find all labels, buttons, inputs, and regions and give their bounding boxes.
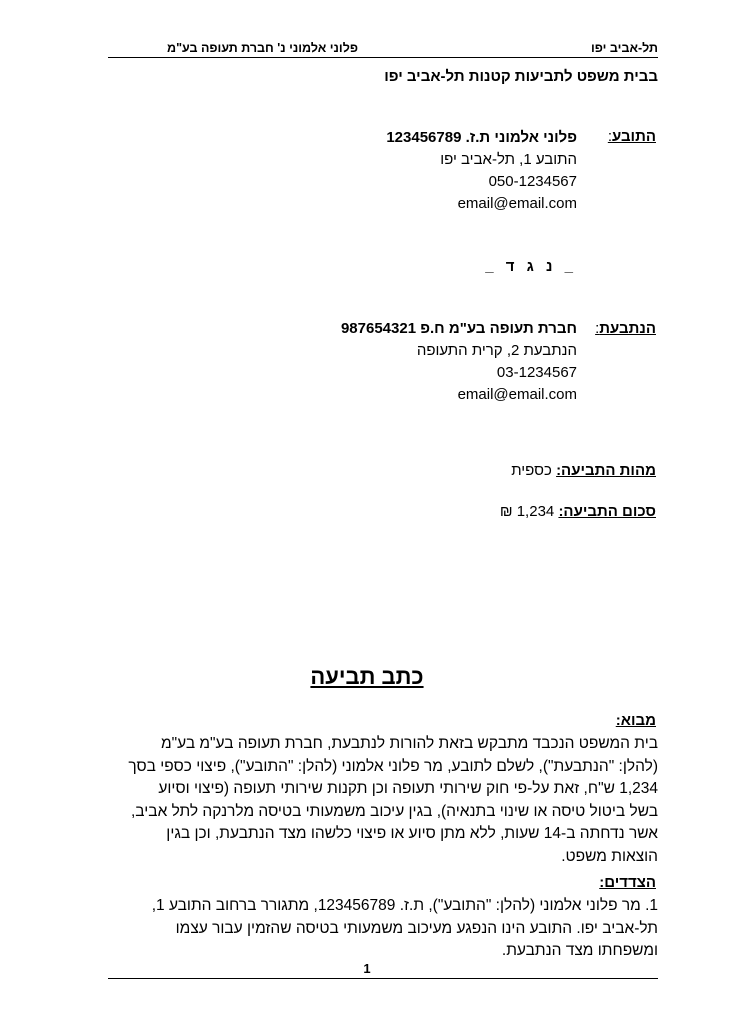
- plaintiff-label: התובע:: [607, 128, 656, 145]
- claim-nature: [511, 462, 656, 479]
- document-title-text: כתב תביעה: [310, 664, 424, 689]
- claim-nature-label: מהות התביעה:: [556, 462, 656, 479]
- intro-paragraph: [78, 733, 658, 868]
- parties-line: 1. מר פלוני אלמוני (להלן: "התובע"), ת.ז. 123456789, מתגורר ברחוב התובע 1,: [151, 897, 658, 914]
- plaintiff-label-text: התובע: [611, 128, 656, 145]
- intro-line: בית המשפט הנכבד מתבקש בזאת להורות לנתבעת, חברת תעופה בע"מ בע"מ: [160, 735, 658, 752]
- defendant-email: email@email.com: [457, 386, 577, 403]
- plaintiff-email: email@email.com: [457, 195, 577, 212]
- defendant-name: חברת תעופה בע"מ ח.פ 987654321: [340, 320, 577, 337]
- defendant-address: הנתבעת 2, קרית התעופה: [416, 342, 577, 359]
- defendant-details: [217, 318, 577, 406]
- intro-line: אשר נדחתה ב-14 שעות, ללא מתן סיוע או פיצוי כלשהו מצד הנתבעת, וכן בגין: [166, 825, 658, 842]
- plaintiff-name: פלוני אלמוני ת.ז. 123456789: [386, 129, 577, 146]
- document-title: [0, 664, 734, 690]
- intro-line: הוצאות משפט.: [561, 847, 658, 865]
- defendant-phone: 03-1234567: [496, 364, 577, 381]
- court-name: בבית משפט לתביעות קטנות תל-אביב יפו: [384, 68, 658, 85]
- parties-heading: הצדדים:: [599, 874, 656, 891]
- claim-amount-value: 1,234 ₪: [499, 503, 555, 520]
- intro-line: (להלן: "הנתבעת"), לשלם לתובע, מר פלוני אלמוני (להלן: "התובע"), פיצוי כספי בסך: [128, 757, 658, 775]
- claim-amount: [500, 503, 656, 520]
- plaintiff-details: [277, 127, 577, 215]
- defendant-label-text: הנתבעת: [599, 320, 656, 337]
- plaintiff-address: התובע 1, תל-אביב יפו: [440, 151, 577, 168]
- header-case-title: פלוני אלמוני נ' חברת תעופה בע"מ: [167, 41, 358, 55]
- footer-divider: [108, 978, 658, 979]
- versus-label: _ נ ג ד _: [485, 258, 577, 275]
- header-divider: [108, 57, 658, 58]
- claim-amount-label: סכום התביעה:: [558, 503, 656, 520]
- plaintiff-phone: 050-1234567: [488, 173, 577, 190]
- intro-line: 1,234 ש"ח, זאת על-פי חוק שירותי תעופה וכן תקנות שירותי תעופה (פיצוי וסיוע: [158, 780, 658, 797]
- parties-line: ומשפחתו מצד הנתבעת.: [501, 942, 658, 959]
- parties-line: תל-אביב יפו. התובע הינו הנפגע מעיכוב משמעותי בטיסה שהזמין עבור עצמו: [175, 919, 658, 937]
- header-location: תל-אביב יפו: [591, 41, 658, 55]
- defendant-label: הנתבעת:: [595, 320, 656, 337]
- intro-line: בשל ביטול טיסה או שינוי בתנאיה), בגין עיכוב משמעותי בטיסה מלרנקה לתל אביב,: [131, 802, 658, 820]
- intro-heading: מבוא:: [615, 712, 656, 729]
- page-number: 1: [363, 961, 371, 976]
- claim-nature-value: כספית: [511, 462, 552, 479]
- parties-paragraph: [78, 895, 658, 963]
